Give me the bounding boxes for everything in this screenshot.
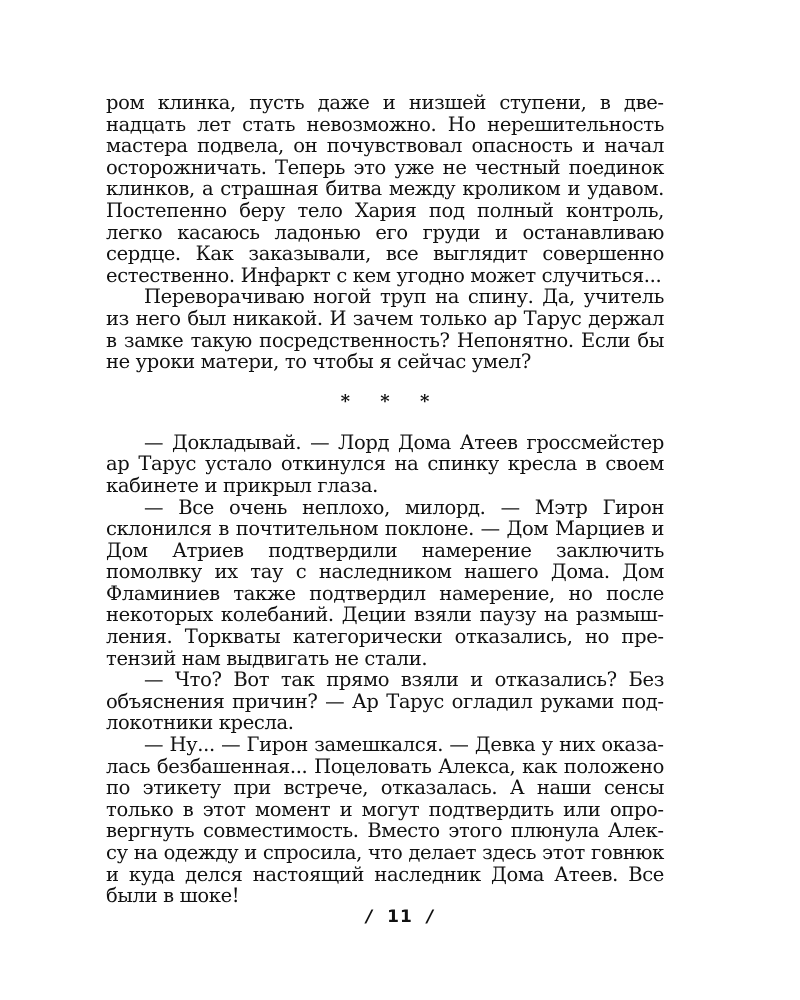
paragraph-5: — Что? Вот так прямо взяли и отказались? Без объяснения причин? — Ар Тарус огладил руками подлокотники кресла. [106, 668, 664, 735]
folio-slash-left: / [365, 907, 374, 927]
folio-slash-right: / [426, 907, 435, 927]
page-body [106, 92, 664, 907]
page-footer [0, 907, 800, 927]
paragraph-6: — Ну... — Гирон замешкался. — Девка у них оказалась безбашенная... Поцеловать Алекса, как положено по этикету при встрече, отказалась. А наши сенсы только в этот момент и могут подтвердить или опровергнуть совместимость. Вместо этого плюнула Алексу на одежду и спросила, что делает здесь этот говнюк и куда делся настоящий наследник Дома Атеев. Все были в шоке! [106, 733, 664, 908]
section-separator: * * * [340, 390, 442, 412]
page-number: 11 [387, 907, 413, 927]
paragraph-3: — Докладывай. — Лорд Дома Атеев гроссмейстер ар Тарус устало откинулся на спинку кресла в своем кабинете и прикрыл глаза. [106, 430, 664, 497]
paragraph-1: ром клинка, пусть даже и низшей ступени, в двенадцать лет стать невозможно. Но нерешительность мастера подвела, он почувствовал опасность и начал осторожничать. Теперь это уже не честный поединок клинков, а страшная битва между кроликом и удавом. Постепенно беру тело Хария под полный контроль, легко касаюсь ладонью его груди и останавливаю сердце. Как заказывали, все выглядит совершенно естественно. Инфаркт с кем угодно может случиться... [106, 91, 664, 287]
paragraph-4: — Все очень неплохо, милорд. — Мэтр Гирон склонился в почтительном поклоне. — Дом Марциев и Дом Атриев подтвердили намерение заключить помолвку их тау с наследником нашего Дома. Дом Фламиниев также подтвердил намерение, но после некоторых колебаний. Деции взяли паузу на размышления. Торкваты категорически отказались, но претензий нам выдвигать не стали. [106, 495, 664, 670]
paragraph-2: Переворачиваю ногой труп на спину. Да, учитель из него был никакой. И зачем только ар Тарус держал в замке такую посредственность? Непонятно. Если бы не уроки матери, то чтобы я сейчас умел? [106, 285, 664, 374]
